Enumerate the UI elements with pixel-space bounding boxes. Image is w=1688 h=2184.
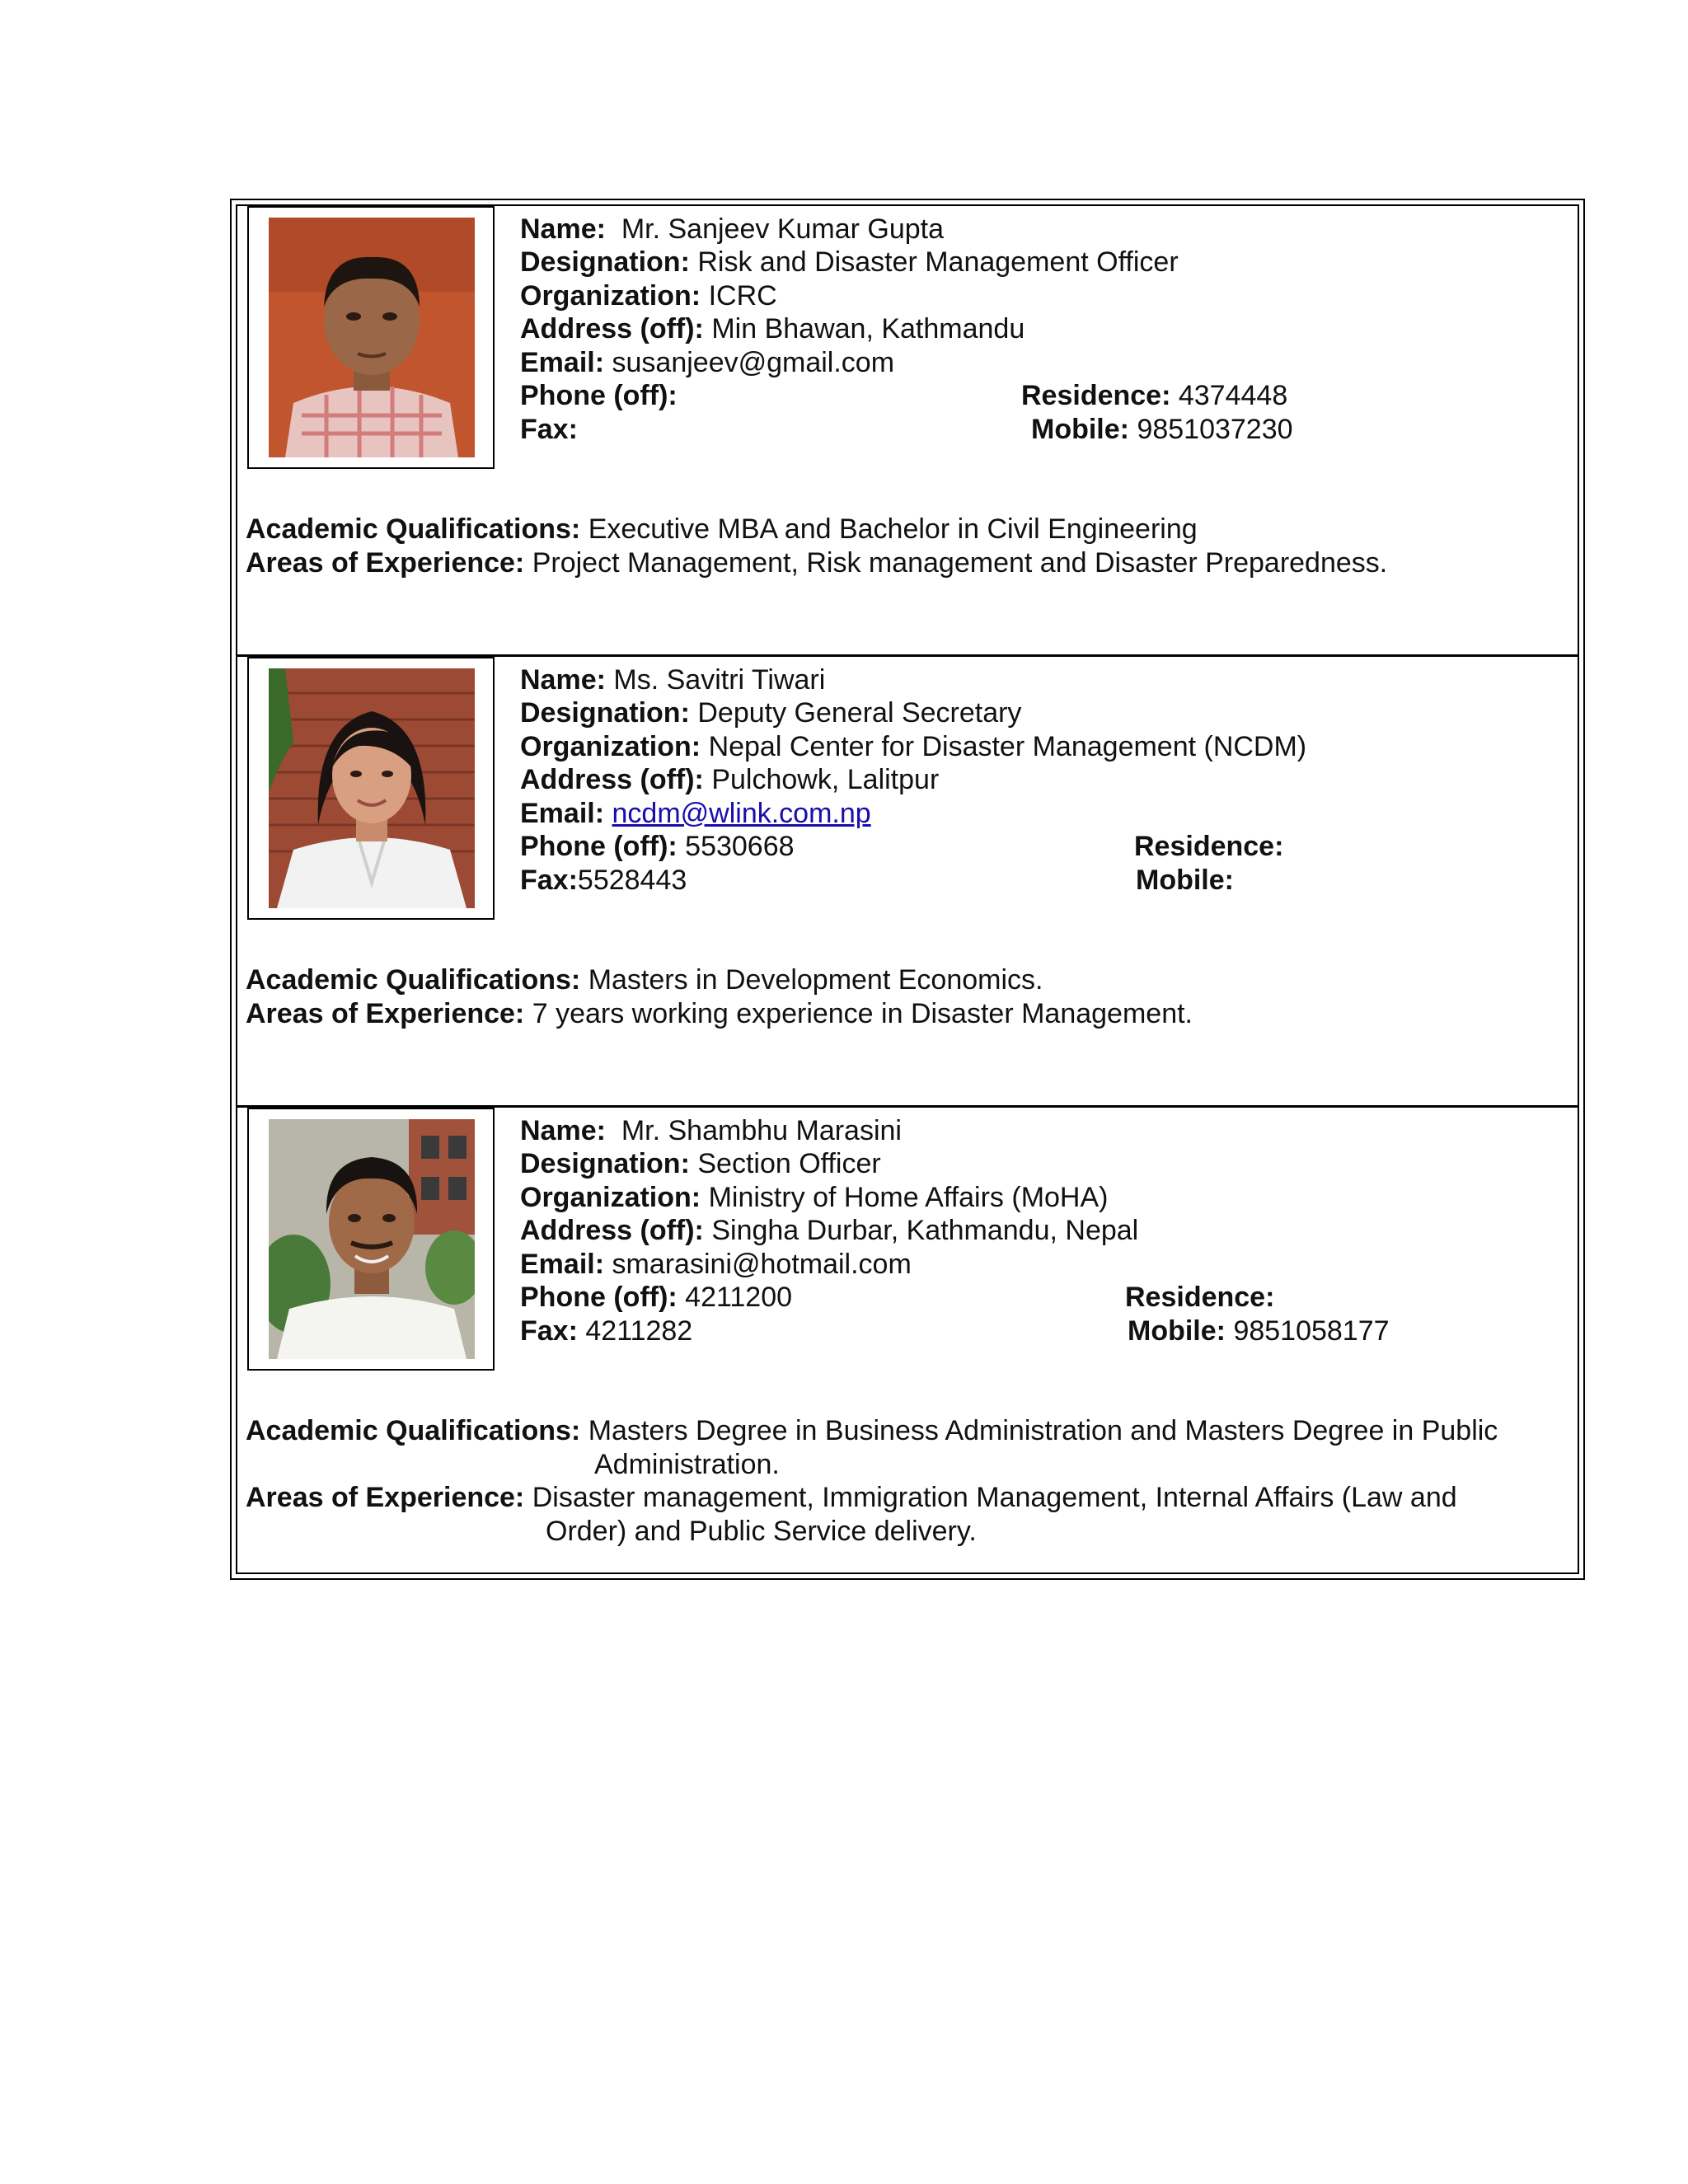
experience-value: Disaster management, Immigration Management, Internal Affairs (Law and <box>532 1482 1457 1513</box>
academic-line <box>246 513 1198 546</box>
phone-line <box>520 379 678 412</box>
name-label: Name: <box>520 213 606 245</box>
address-line <box>520 1214 1138 1247</box>
email-label: Email: <box>520 347 605 378</box>
fax-line <box>520 413 578 446</box>
experience-label: Areas of Experience: <box>246 1482 525 1513</box>
profile-photo <box>269 1119 475 1359</box>
designation-line <box>520 1147 881 1180</box>
residence-line <box>1125 1281 1274 1314</box>
phone-label: Phone (off): <box>520 1282 678 1313</box>
profiles-table-inner-border <box>236 204 1579 1574</box>
profiles-table <box>230 199 1585 1580</box>
photo-frame <box>247 657 495 920</box>
fax-label: Fax: <box>520 865 578 896</box>
fax-value: 4211282 <box>585 1315 693 1347</box>
phone-value: 5530668 <box>685 831 795 862</box>
email-line <box>520 1248 912 1281</box>
organization-value: ICRC <box>708 280 777 312</box>
experience-value-continued: Order) and Public Service delivery. <box>546 1516 977 1547</box>
academic-value: Executive MBA and Bachelor in Civil Engineering <box>588 513 1198 545</box>
designation-line <box>520 246 1179 279</box>
designation-label: Designation: <box>520 1148 690 1179</box>
name-line <box>520 1114 902 1147</box>
academic-value: Masters in Development Economics. <box>588 964 1043 996</box>
experience-label: Areas of Experience: <box>246 547 525 579</box>
mobile-line <box>1031 413 1293 446</box>
fax-label: Fax: <box>520 414 578 445</box>
academic-label: Academic Qualifications: <box>246 964 581 996</box>
phone-label: Phone (off): <box>520 831 678 862</box>
organization-label: Organization: <box>520 731 701 762</box>
experience-line <box>246 546 1387 579</box>
organization-value: Ministry of Home Affairs (MoHA) <box>708 1182 1109 1213</box>
phone-line <box>520 830 795 863</box>
academic-line <box>246 1414 1498 1447</box>
address-label: Address (off): <box>520 313 704 344</box>
academic-line <box>246 963 1043 996</box>
experience-value: 7 years working experience in Disaster Management. <box>532 998 1193 1029</box>
fax-label: Fax: <box>520 1315 578 1347</box>
name-label: Name: <box>520 1115 606 1146</box>
designation-label: Designation: <box>520 697 690 729</box>
residence-line <box>1021 379 1287 412</box>
profile-photo <box>269 218 475 457</box>
email-label: Email: <box>520 1249 605 1280</box>
academic-line-continued <box>594 1448 780 1481</box>
mobile-value: 9851058177 <box>1233 1315 1390 1347</box>
email-line <box>520 797 871 830</box>
organization-label: Organization: <box>520 280 701 312</box>
profile-photo <box>269 668 475 908</box>
email-label: Email: <box>520 798 605 829</box>
organization-line <box>520 279 777 312</box>
email-value: smarasini@hotmail.com <box>612 1249 912 1280</box>
address-label: Address (off): <box>520 764 704 795</box>
mobile-line <box>1136 864 1234 897</box>
residence-label: Residence: <box>1134 831 1284 862</box>
residence-label: Residence: <box>1021 380 1171 411</box>
designation-label: Designation: <box>520 246 690 278</box>
organization-label: Organization: <box>520 1182 701 1213</box>
designation-value: Deputy General Secretary <box>697 697 1022 729</box>
address-value: Pulchowk, Lalitpur <box>711 764 940 795</box>
address-value: Singha Durbar, Kathmandu, Nepal <box>711 1215 1139 1246</box>
phone-line <box>520 1281 792 1314</box>
email-line <box>520 346 894 379</box>
fax-line <box>520 1315 692 1347</box>
address-line <box>520 312 1025 345</box>
address-label: Address (off): <box>520 1215 704 1246</box>
fax-value: 5528443 <box>577 865 687 896</box>
name-value: Mr. Shambhu Marasini <box>621 1115 902 1146</box>
mobile-label: Mobile: <box>1128 1315 1226 1347</box>
mobile-label: Mobile: <box>1136 865 1234 896</box>
residence-label: Residence: <box>1125 1282 1275 1313</box>
fax-line <box>520 864 687 897</box>
address-value: Min Bhawan, Kathmandu <box>711 313 1025 344</box>
experience-line-continued <box>546 1515 977 1548</box>
designation-value: Section Officer <box>697 1148 881 1179</box>
address-line <box>520 763 939 796</box>
organization-line <box>520 1181 1108 1214</box>
academic-value-continued: Administration. <box>594 1449 780 1480</box>
email-link[interactable]: ncdm@wlink.com.np <box>612 798 871 829</box>
phone-label: Phone (off): <box>520 380 678 411</box>
academic-value: Masters Degree in Business Administration and Masters Degree in Public <box>588 1415 1498 1446</box>
mobile-line <box>1128 1315 1390 1347</box>
experience-value: Project Management, Risk management and Disaster Preparedness. <box>532 547 1388 579</box>
designation-value: Risk and Disaster Management Officer <box>697 246 1179 278</box>
experience-line <box>246 997 1193 1030</box>
designation-line <box>520 696 1021 729</box>
organization-value: Nepal Center for Disaster Management (NCDM) <box>708 731 1307 762</box>
experience-label: Areas of Experience: <box>246 998 525 1029</box>
name-line <box>520 213 944 246</box>
residence-line <box>1134 830 1283 863</box>
academic-label: Academic Qualifications: <box>246 1415 581 1446</box>
email-value: susanjeev@gmail.com <box>612 347 895 378</box>
phone-value: 4211200 <box>685 1282 793 1313</box>
name-value: Mr. Sanjeev Kumar Gupta <box>621 213 945 245</box>
name-line <box>520 663 825 696</box>
name-value: Ms. Savitri Tiwari <box>613 664 826 696</box>
experience-line <box>246 1481 1457 1514</box>
mobile-value: 9851037230 <box>1137 414 1293 445</box>
organization-line <box>520 730 1306 763</box>
academic-label: Academic Qualifications: <box>246 513 581 545</box>
photo-frame <box>247 206 495 469</box>
photo-frame <box>247 1108 495 1371</box>
mobile-label: Mobile: <box>1031 414 1129 445</box>
residence-value: 4374448 <box>1178 380 1288 411</box>
name-label: Name: <box>520 664 606 696</box>
